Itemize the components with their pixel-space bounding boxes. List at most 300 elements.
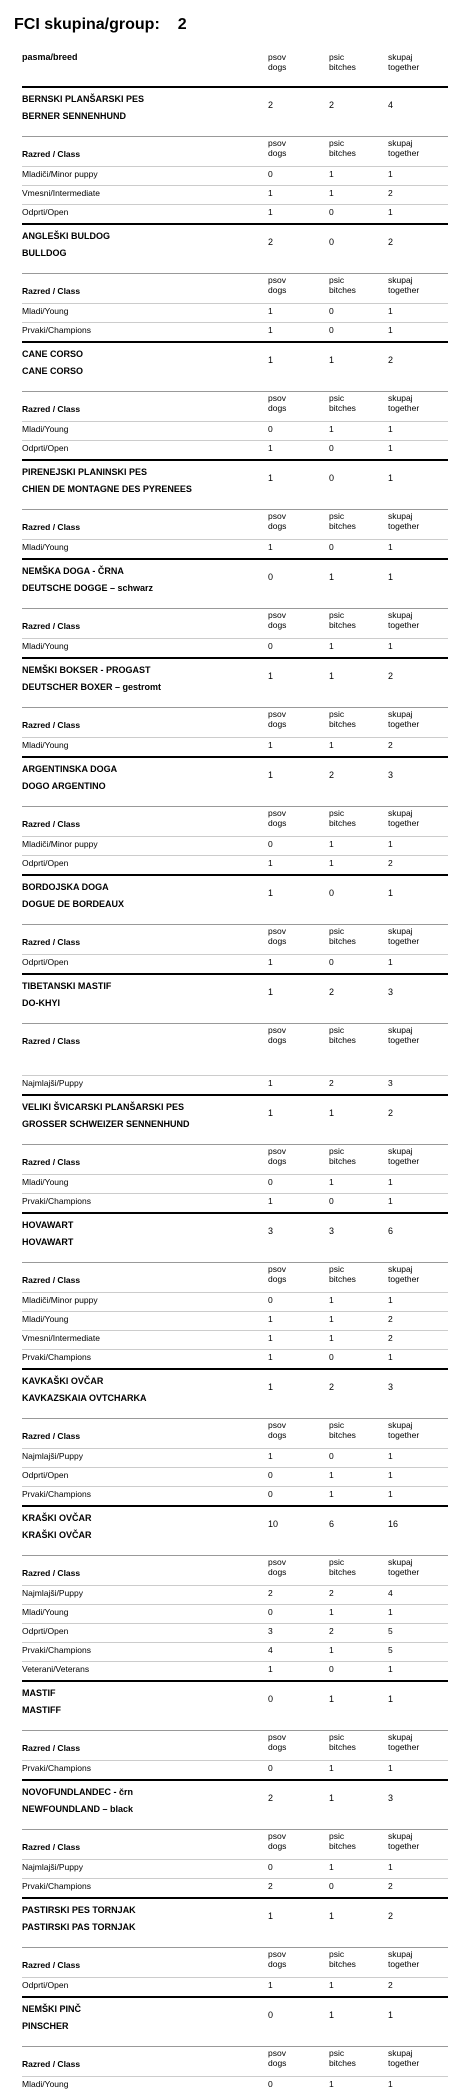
dogs-class-header-line1: psov — [268, 709, 286, 719]
class-header-label: Razred / Class — [22, 1036, 81, 1046]
class-row — [22, 638, 448, 654]
class-row — [22, 737, 448, 753]
bitches-class-header-line2: bitches — [329, 1274, 356, 1284]
bitches-class-header — [329, 1732, 356, 1752]
breed-names — [22, 761, 117, 795]
together-class-header — [388, 138, 419, 158]
breed-name-local: MASTIF — [22, 1688, 56, 1698]
dogs-class-header-line2: dogs — [268, 620, 287, 630]
class-name: Odprti/Open — [22, 957, 69, 967]
together-class-header-line2: together — [388, 403, 420, 413]
class-name: Mladi/Young — [22, 641, 69, 651]
class-row — [22, 1604, 448, 1620]
breed-bitches-count: 3 — [329, 1226, 335, 1236]
breed-names — [22, 228, 110, 262]
breed-name-international: KRAŠKI OVČAR — [22, 1530, 92, 1540]
breed-row — [22, 874, 448, 910]
bitches-class-header — [329, 1146, 356, 1166]
dogs-class-header-line1: psov — [268, 275, 286, 285]
dogs-class-header-line1: psov — [268, 511, 286, 521]
dogs-class-header-line1: psov — [268, 1146, 286, 1156]
dogs-class-header-line2: dogs — [268, 285, 287, 295]
breed-name-local: CANE CORSO — [22, 349, 84, 359]
breed-row — [22, 973, 448, 1009]
bitches-class-header-line1: psic — [329, 926, 345, 936]
bitches-class-header — [329, 1949, 356, 1969]
class-dogs-count: 1 — [268, 207, 273, 217]
class-header-row — [22, 2046, 448, 2075]
class-together-count: 5 — [388, 1645, 393, 1655]
breed-row — [22, 86, 448, 122]
bitches-class-header-line1: psic — [329, 610, 345, 620]
class-bitches-count: 1 — [329, 1862, 334, 1872]
breed-row — [22, 1996, 448, 2032]
class-dogs-count: 1 — [268, 188, 273, 198]
breed-names — [22, 1099, 190, 1133]
breed-bitches-count: 0 — [329, 237, 335, 247]
breed-row — [22, 1368, 448, 1404]
bitches-column-header — [329, 52, 356, 72]
breed-name-international: DOGO ARGENTINO — [22, 781, 106, 791]
dogs-class-header-line2: dogs — [268, 936, 287, 946]
breed-names — [22, 346, 83, 380]
class-dogs-count: 1 — [268, 1980, 273, 1990]
class-bitches-count: 0 — [329, 1881, 334, 1891]
class-header-row — [22, 1023, 448, 1052]
breed-dogs-count: 2 — [268, 237, 274, 247]
breed-dogs-count: 1 — [268, 671, 274, 681]
dogs-class-header-line2: dogs — [268, 719, 287, 729]
class-header-row — [22, 924, 448, 953]
class-dogs-count: 0 — [268, 1470, 273, 1480]
class-name: Mladi/Young — [22, 542, 69, 552]
column-header — [22, 52, 448, 80]
class-bitches-count: 0 — [329, 1451, 334, 1461]
dogs-class-header — [268, 138, 286, 158]
class-together-count: 2 — [388, 1314, 393, 1324]
breed-names — [22, 2001, 81, 2035]
class-bitches-count: 1 — [329, 1645, 334, 1655]
together-class-header-line2: together — [388, 1430, 420, 1440]
breed-name-international: DEUTSCHER BOXER – gestromt — [22, 682, 162, 692]
breed-name-international: NEWFOUNDLAND – black — [22, 1804, 134, 1814]
together-class-header-line2: together — [388, 1959, 420, 1969]
class-together-count: 1 — [388, 1664, 393, 1674]
class-dogs-count: 1 — [268, 1196, 273, 1206]
class-together-count: 1 — [388, 1763, 393, 1773]
breed-name-international: DEUTSCHE DOGGE – schwarz — [22, 583, 154, 593]
class-name: Odprti/Open — [22, 207, 69, 217]
breed-together-count: 1 — [388, 572, 394, 582]
class-header-row — [22, 1730, 448, 1759]
class-dogs-count: 1 — [268, 1314, 273, 1324]
class-dogs-count: 1 — [268, 443, 273, 453]
class-bitches-count: 0 — [329, 957, 334, 967]
breed-names — [22, 1373, 147, 1407]
together-class-header-line1: skupaj — [388, 1264, 413, 1274]
dogs-class-header-line2: dogs — [268, 148, 287, 158]
class-header-label: Razred / Class — [22, 1568, 81, 1578]
together-class-header — [388, 1949, 419, 1969]
class-row — [22, 1349, 448, 1365]
class-name: Odprti/Open — [22, 1470, 69, 1480]
class-bitches-count: 1 — [329, 1177, 334, 1187]
breed-name-international: PASTIRSKI PAS TORNJAK — [22, 1922, 136, 1932]
class-row — [22, 440, 448, 456]
class-row — [22, 421, 448, 437]
breed-together-count: 4 — [388, 100, 394, 110]
bitches-class-header-line1: psic — [329, 1025, 345, 1035]
together-class-header — [388, 393, 419, 413]
dogs-header-line2: dogs — [268, 62, 287, 72]
breed-bitches-count: 6 — [329, 1519, 335, 1529]
breed-name-local: NOVOFUNDLANDEC - črn — [22, 1787, 134, 1797]
bitches-class-header — [329, 2048, 356, 2068]
class-row — [22, 1585, 448, 1601]
dogs-class-header — [268, 393, 286, 413]
breed-together-count: 16 — [388, 1519, 399, 1529]
breed-dogs-count: 1 — [268, 1911, 274, 1921]
class-row — [22, 1292, 448, 1308]
class-name: Prvaki/Champions — [22, 1763, 91, 1773]
class-header-label: Razred / Class — [22, 2059, 81, 2069]
together-class-header-line2: together — [388, 1567, 420, 1577]
class-dogs-count: 1 — [268, 957, 273, 967]
class-name: Odprti/Open — [22, 443, 69, 453]
class-together-count: 1 — [388, 1295, 393, 1305]
class-bitches-count: 1 — [329, 169, 334, 179]
class-together-count: 1 — [388, 1451, 393, 1461]
breed-bitches-count: 1 — [329, 1694, 335, 1704]
bitches-class-header — [329, 1557, 356, 1577]
dogs-class-header-line1: psov — [268, 926, 286, 936]
class-together-count: 2 — [388, 1333, 393, 1343]
breed-dogs-count: 2 — [268, 100, 274, 110]
class-bitches-count: 0 — [329, 443, 334, 453]
class-row — [22, 855, 448, 871]
together-class-header-line1: skupaj — [388, 275, 413, 285]
together-class-header-line2: together — [388, 719, 420, 729]
breed-row — [22, 756, 448, 792]
class-name: Najmlajši/Puppy — [22, 1451, 83, 1461]
together-class-header-line1: skupaj — [388, 709, 413, 719]
breed-bitches-count: 1 — [329, 2010, 335, 2020]
class-row — [22, 1193, 448, 1209]
dogs-class-header-line1: psov — [268, 2048, 286, 2058]
together-class-header-line1: skupaj — [388, 1949, 413, 1959]
class-together-count: 2 — [388, 740, 393, 750]
class-name: Mladi/Young — [22, 2079, 69, 2089]
class-together-count: 1 — [388, 1489, 393, 1499]
breed-bitches-count: 1 — [329, 355, 335, 365]
class-row — [22, 539, 448, 555]
breed-together-count: 1 — [388, 473, 394, 483]
class-dogs-count: 1 — [268, 542, 273, 552]
breed-name-local: BERNSKI PLANŠARSKI PES — [22, 94, 145, 104]
breed-names — [22, 879, 124, 913]
dogs-class-header-line1: psov — [268, 138, 286, 148]
class-row — [22, 322, 448, 338]
class-header-row — [22, 1418, 448, 1447]
together-class-header — [388, 1732, 419, 1752]
bitches-class-header-line1: psic — [329, 1732, 345, 1742]
dogs-class-header-line1: psov — [268, 1420, 286, 1430]
class-header-label: Razred / Class — [22, 1743, 81, 1753]
together-class-header-line1: skupaj — [388, 1557, 413, 1567]
dogs-class-header — [268, 610, 286, 630]
class-header-label: Razred / Class — [22, 1431, 81, 1441]
class-row — [22, 1977, 448, 1993]
class-bitches-count: 0 — [329, 1664, 334, 1674]
class-header-label: Razred / Class — [22, 937, 81, 947]
class-name: Najmlajši/Puppy — [22, 1588, 83, 1598]
breed-bitches-count: 2 — [329, 1382, 335, 1392]
dogs-class-header — [268, 275, 286, 295]
class-name: Mladi/Young — [22, 1607, 69, 1617]
breed-names — [22, 662, 161, 696]
breed-name-local: HOVAWART — [22, 1220, 74, 1230]
class-dogs-count: 1 — [268, 306, 273, 316]
together-class-header-line1: skupaj — [388, 808, 413, 818]
dogs-class-header-line2: dogs — [268, 818, 287, 828]
class-together-count: 4 — [388, 1588, 393, 1598]
class-dogs-count: 0 — [268, 1607, 273, 1617]
together-class-header-line1: skupaj — [388, 511, 413, 521]
bitches-class-header-line1: psic — [329, 1949, 345, 1959]
together-class-header — [388, 1264, 419, 1284]
title-label: FCI skupina/group: — [14, 16, 160, 33]
together-class-header — [388, 1146, 419, 1166]
together-class-header — [388, 1420, 419, 1440]
class-together-count: 3 — [388, 1078, 393, 1088]
breed-name-local: BORDOJSKA DOGA — [22, 882, 109, 892]
class-header-row — [22, 1144, 448, 1173]
dogs-class-header-line1: psov — [268, 610, 286, 620]
bitches-class-header — [329, 393, 356, 413]
bitches-class-header — [329, 511, 356, 531]
class-header-label: Razred / Class — [22, 404, 81, 414]
dogs-class-header — [268, 1732, 286, 1752]
dogs-class-header — [268, 1025, 286, 1045]
breed-dogs-count: 1 — [268, 888, 274, 898]
class-bitches-count: 1 — [329, 424, 334, 434]
together-class-header-line1: skupaj — [388, 138, 413, 148]
class-header-label: Razred / Class — [22, 149, 81, 159]
breed-bitches-count: 1 — [329, 1793, 335, 1803]
class-header-label: Razred / Class — [22, 1275, 81, 1285]
dogs-class-header — [268, 1146, 286, 1166]
class-together-count: 1 — [388, 1607, 393, 1617]
bitches-class-header-line1: psic — [329, 1146, 345, 1156]
class-together-count: 1 — [388, 306, 393, 316]
class-name: Mladi/Young — [22, 1177, 69, 1187]
class-row — [22, 954, 448, 970]
breed-dogs-count: 1 — [268, 770, 274, 780]
breed-names — [22, 464, 192, 498]
breed-bitches-count: 1 — [329, 1911, 335, 1921]
class-bitches-count: 1 — [329, 839, 334, 849]
bitches-class-header-line2: bitches — [329, 1156, 356, 1166]
class-row — [22, 1486, 448, 1502]
breed-names — [22, 1217, 73, 1251]
together-class-header-line2: together — [388, 2058, 420, 2068]
dogs-class-header — [268, 2048, 286, 2068]
breed-name-local: VELIKI ŠVICARSKI PLANŠARSKI PES — [22, 1102, 185, 1112]
bitches-class-header-line2: bitches — [329, 936, 356, 946]
breed-name-local: KAVKAŠKI OVČAR — [22, 1376, 104, 1386]
breed-dogs-count: 10 — [268, 1519, 279, 1529]
together-class-header-line2: together — [388, 936, 420, 946]
class-bitches-count: 1 — [329, 1470, 334, 1480]
dogs-class-header-line1: psov — [268, 808, 286, 818]
bitches-class-header-line2: bitches — [329, 1567, 356, 1577]
class-dogs-count: 2 — [268, 1881, 273, 1891]
breed-bitches-count: 2 — [329, 987, 335, 997]
together-class-header — [388, 1025, 419, 1045]
class-dogs-count: 1 — [268, 740, 273, 750]
class-together-count: 1 — [388, 839, 393, 849]
breed-dogs-count: 1 — [268, 1108, 274, 1118]
class-name: Mladiči/Minor puppy — [22, 169, 98, 179]
class-bitches-count: 1 — [329, 1607, 334, 1617]
breed-together-count: 3 — [388, 1382, 394, 1392]
bitches-class-header-line1: psic — [329, 1420, 345, 1430]
class-name: Odprti/Open — [22, 1980, 69, 1990]
class-together-count: 2 — [388, 188, 393, 198]
bitches-header-line1: psic — [329, 52, 345, 62]
class-header-row — [22, 1829, 448, 1858]
breed-dogs-count: 1 — [268, 473, 274, 483]
breed-dogs-count: 0 — [268, 1694, 274, 1704]
together-class-header-line2: together — [388, 818, 420, 828]
breed-name-international: HOVAWART — [22, 1237, 74, 1247]
class-row — [22, 2076, 448, 2092]
breed-bitches-count: 2 — [329, 770, 335, 780]
class-row — [22, 1448, 448, 1464]
breed-row — [22, 1505, 448, 1541]
together-class-header — [388, 709, 419, 729]
breed-dogs-count: 2 — [268, 1793, 274, 1803]
class-dogs-count: 2 — [268, 1588, 273, 1598]
breed-name-international: DO-KHYI — [22, 998, 60, 1008]
class-bitches-count: 1 — [329, 641, 334, 651]
class-row — [22, 1642, 448, 1658]
together-class-header-line2: together — [388, 1841, 420, 1851]
class-together-count: 1 — [388, 169, 393, 179]
together-column-header — [388, 52, 419, 72]
together-class-header — [388, 2048, 419, 2068]
breed-together-count: 3 — [388, 770, 394, 780]
class-dogs-count: 4 — [268, 1645, 273, 1655]
breed-dogs-count: 1 — [268, 1382, 274, 1392]
breed-name-international: PINSCHER — [22, 2021, 69, 2031]
together-class-header-line1: skupaj — [388, 1831, 413, 1841]
breed-name-international: MASTIFF — [22, 1705, 61, 1715]
class-bitches-count: 0 — [329, 542, 334, 552]
class-header-label: Razred / Class — [22, 621, 81, 631]
class-bitches-count: 0 — [329, 207, 334, 217]
class-together-count: 2 — [388, 1881, 393, 1891]
class-name: Mladi/Young — [22, 424, 69, 434]
class-name: Najmlajši/Puppy — [22, 1862, 83, 1872]
class-name: Prvaki/Champions — [22, 1881, 91, 1891]
breed-bitches-count: 0 — [329, 888, 335, 898]
class-bitches-count: 2 — [329, 1078, 334, 1088]
breed-dogs-count: 1 — [268, 355, 274, 365]
class-together-count: 1 — [388, 542, 393, 552]
bitches-class-header-line1: psic — [329, 709, 345, 719]
breed-names — [22, 1510, 92, 1544]
class-bitches-count: 1 — [329, 858, 334, 868]
together-class-header-line2: together — [388, 285, 420, 295]
class-header-label: Razred / Class — [22, 1157, 81, 1167]
class-dogs-count: 0 — [268, 1862, 273, 1872]
breed-name-local: ANGLEŠKI BULDOG — [22, 231, 111, 241]
class-row — [22, 303, 448, 319]
class-bitches-count: 2 — [329, 1626, 334, 1636]
class-row — [22, 166, 448, 182]
class-header-row — [22, 1262, 448, 1291]
class-header-label: Razred / Class — [22, 522, 81, 532]
bitches-class-header-line1: psic — [329, 1557, 345, 1567]
class-dogs-count: 1 — [268, 1333, 273, 1343]
class-name: Vmesni/Intermediate — [22, 1333, 100, 1343]
bitches-class-header-line2: bitches — [329, 1742, 356, 1752]
class-bitches-count: 1 — [329, 740, 334, 750]
dogs-class-header — [268, 1264, 286, 1284]
dogs-class-header — [268, 808, 286, 828]
class-dogs-count: 1 — [268, 1078, 273, 1088]
dogs-class-header-line1: psov — [268, 1732, 286, 1742]
bitches-header-line2: bitches — [329, 62, 356, 72]
class-bitches-count: 1 — [329, 1763, 334, 1773]
class-bitches-count: 1 — [329, 2079, 334, 2089]
class-header-row — [22, 509, 448, 538]
class-dogs-count: 0 — [268, 1489, 273, 1499]
together-class-header — [388, 1557, 419, 1577]
together-class-header-line2: together — [388, 1035, 420, 1045]
bitches-class-header — [329, 709, 356, 729]
breed-name-local: PIRENEJSKI PLANINSKI PES — [22, 467, 148, 477]
class-header-label: Razred / Class — [22, 286, 81, 296]
class-name: Mladi/Young — [22, 306, 69, 316]
bitches-class-header — [329, 926, 356, 946]
class-row — [22, 836, 448, 852]
class-together-count: 1 — [388, 1177, 393, 1187]
class-together-count: 1 — [388, 957, 393, 967]
bitches-class-header-line1: psic — [329, 1831, 345, 1841]
together-class-header-line2: together — [388, 620, 420, 630]
class-dogs-count: 1 — [268, 1664, 273, 1674]
class-row — [22, 1661, 448, 1677]
class-bitches-count: 1 — [329, 1489, 334, 1499]
together-class-header — [388, 1831, 419, 1851]
bitches-class-header-line1: psic — [329, 808, 345, 818]
bitches-class-header-line1: psic — [329, 2048, 345, 2058]
class-dogs-count: 0 — [268, 641, 273, 651]
dogs-class-header-line2: dogs — [268, 2058, 287, 2068]
breed-name-international: KAVKAZSKAIA OVTCHARKA — [22, 1393, 147, 1403]
breed-row — [22, 1779, 448, 1815]
bitches-class-header — [329, 1831, 356, 1851]
together-class-header-line2: together — [388, 1742, 420, 1752]
breed-row — [22, 1212, 448, 1248]
class-header-label: Razred / Class — [22, 1960, 81, 1970]
class-row — [22, 1859, 448, 1875]
breed-names — [22, 91, 144, 125]
class-dogs-count: 0 — [268, 839, 273, 849]
class-header-row — [22, 806, 448, 835]
